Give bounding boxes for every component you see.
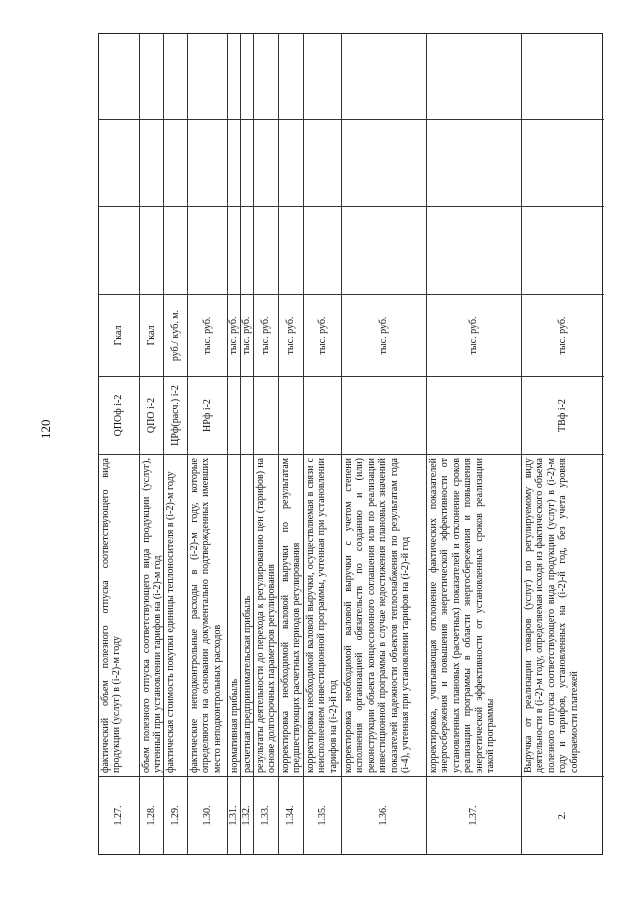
row-name: Выручка от реализации товаров (услуг) по регулируемому виду деятельности в (i-2)-м году, определяемая исходя из фактического объема полезного отпуска соответствующего вида продукции (услуг) в (i-2)-м году и тарифов, установленных на (i-2)-й год, без учета уровня собираемости платежей [522, 454, 604, 776]
row-symbol [279, 376, 303, 454]
value-cell [254, 206, 278, 294]
row-number: 1.28. [140, 776, 163, 854]
value-cell [140, 32, 163, 119]
value-cell [342, 32, 426, 119]
row-unit: тыс. руб. [342, 294, 426, 376]
value-cell [254, 119, 278, 206]
value-cell [279, 119, 303, 206]
row-name: корректировка, учитывающая отклонение фактических показателей энергосбережения и повышения энергетической эффективности от установленных плановых (расчетных) показателей и отклонение сроков реализации программы в области энергосбережения и повышения энергетической эффективности от установленных сроков реализации такой программы [427, 454, 521, 776]
row-symbol: ЦРф(расч.) i-2 [164, 376, 187, 454]
value-cell [522, 119, 604, 206]
row-name: расчетная предпринимательская прибыль [241, 454, 253, 776]
table-row [139, 34, 163, 854]
tariff-table [98, 33, 603, 855]
row-number: 1.34. [279, 776, 303, 854]
value-cell [304, 32, 341, 119]
value-cell [254, 32, 278, 119]
value-cell [228, 119, 240, 206]
row-unit: руб./ куб. м. [164, 294, 187, 376]
row-name: корректировка необходимой валовой выручки, осуществляемая в связи с неисполнением инвестиционной программы, учтенная при установлении тарифов на (i-2)-й год [304, 454, 341, 776]
row-symbol [241, 376, 253, 454]
value-cell [522, 206, 604, 294]
table-row [521, 34, 604, 854]
value-cell [427, 119, 521, 206]
row-symbol [304, 376, 341, 454]
row-name: нормативная прибыль [228, 454, 240, 776]
value-cell [342, 119, 426, 206]
value-cell [140, 206, 163, 294]
row-number: 1.33. [254, 776, 278, 854]
row-number: 1.29. [164, 776, 187, 854]
row-symbol [228, 376, 240, 454]
row-name: фактический объем полезного отпуска соответствующего вида продукции (услуг) в (i-2)-м году [99, 454, 139, 776]
value-cell [99, 206, 139, 294]
row-name: результаты деятельности до перехода к регулированию цен (тарифов) на основе долгосрочных параметров регулирования [254, 454, 278, 776]
row-symbol [254, 376, 278, 454]
value-cell [188, 206, 227, 294]
row-unit: тыс. руб. [188, 294, 227, 376]
table-row [303, 34, 341, 854]
row-symbol: QПОф i-2 [99, 376, 139, 454]
value-cell [522, 32, 604, 119]
value-cell [164, 32, 187, 119]
value-cell [164, 119, 187, 206]
value-cell [188, 119, 227, 206]
row-unit: тыс. руб. [254, 294, 278, 376]
row-unit: тыс. руб. [241, 294, 253, 376]
row-number: 1.27. [99, 776, 139, 854]
value-cell [228, 32, 240, 119]
value-cell [140, 119, 163, 206]
row-name: корректировка необходимой валовой выручки по результатам предшествующих расчетных периодов регулирования [279, 454, 303, 776]
table-row [278, 34, 303, 854]
table-row [227, 34, 240, 854]
table-row [240, 34, 253, 854]
row-unit: Гкал [99, 294, 139, 376]
row-symbol: ТВф i-2 [522, 376, 604, 454]
row-number: 1.36. [342, 776, 426, 854]
row-number: 1.37. [427, 776, 521, 854]
value-cell [99, 119, 139, 206]
row-number: 1.35. [304, 776, 341, 854]
row-name: фактические неподконтрольные расходы в (i-2)-м году, которые определяются на основании документально подтвержденных имевших место неподконтрольных расходов [188, 454, 227, 776]
value-cell [241, 206, 253, 294]
value-cell [99, 32, 139, 119]
table-row [426, 34, 521, 854]
value-cell [279, 32, 303, 119]
row-number: 1.31. [228, 776, 240, 854]
value-cell [342, 206, 426, 294]
table-row [253, 34, 278, 854]
row-unit: Гкал [140, 294, 163, 376]
row-number: 1.30. [188, 776, 227, 854]
value-cell [241, 32, 253, 119]
row-unit: тыс. руб. [228, 294, 240, 376]
row-number: 2. [522, 776, 604, 854]
value-cell [304, 119, 341, 206]
row-unit: тыс. руб. [522, 294, 604, 376]
value-cell [228, 206, 240, 294]
value-cell [304, 206, 341, 294]
row-unit: тыс. руб. [304, 294, 341, 376]
value-cell [241, 119, 253, 206]
table-row [163, 34, 187, 854]
row-number: 1.32. [241, 776, 253, 854]
row-name: фактическая стоимость покупки единицы теплоносителя в (i-2)-м году [164, 454, 187, 776]
table-row [341, 34, 426, 854]
value-cell [427, 32, 521, 119]
table-row [99, 34, 139, 854]
row-unit: тыс. руб. [279, 294, 303, 376]
page-number: 120 [38, 419, 53, 439]
table-row [187, 34, 227, 854]
row-name: объем полезного отпуска соответствующего вида продукции (услуг), учтенный при установлении тарифов на (i-2)-м год [140, 454, 163, 776]
row-unit: тыс. руб. [427, 294, 521, 376]
value-cell [164, 206, 187, 294]
row-symbol: НРф i-2 [188, 376, 227, 454]
row-symbol [427, 376, 521, 454]
row-symbol [342, 376, 426, 454]
value-cell [427, 206, 521, 294]
value-cell [188, 32, 227, 119]
value-cell [279, 206, 303, 294]
row-name: корректировка необходимой валовой выручки с учетом степени исполнения организацией обязательств по созданию и (или) реконструкции объекта концессионного соглашения или по реализации инвестиционной программы в случае недостижения плановых значений показателей надежности объектов теплоснабжения по результатам года (i-4), учтенная при установлении тарифов на (i-2)-й год [342, 454, 426, 776]
row-symbol: QПО i-2 [140, 376, 163, 454]
